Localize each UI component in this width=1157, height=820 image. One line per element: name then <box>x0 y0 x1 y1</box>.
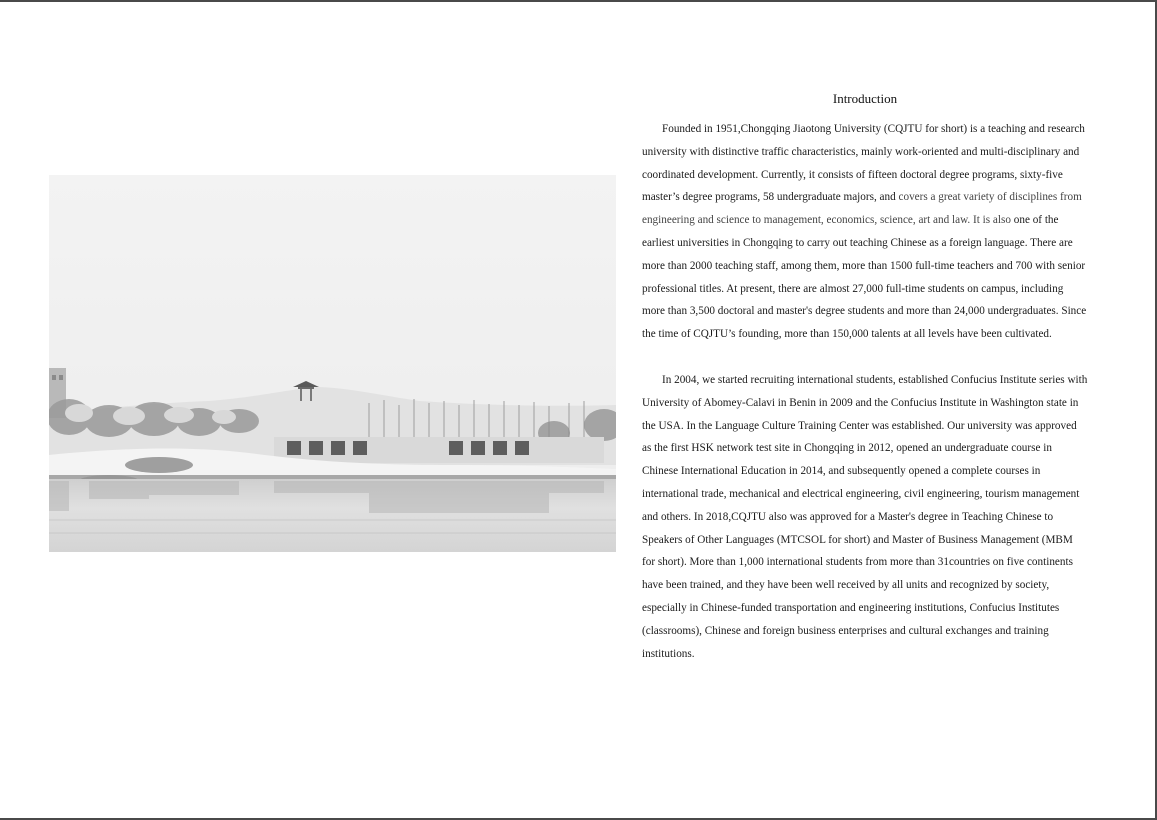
paragraph-founding-part3: one of the earliest universities in Chongqing to carry out teaching Chinese as a foreign language. There are more than 2000 teaching staff, among them, more than 1500 full-time teachers and 700 with senior professional titles. At present, there are almost 27,000 full-time students on campus, including more than 3,500 doctoral and master's degree students and more than 24,000 undergraduates. Since the time of CQJTU’s founding, more than 150,000 talents at all levels have been cultivated. <box>642 214 1087 341</box>
paragraph-founding <box>642 118 1088 346</box>
paragraph-founding-part1: Founded in 1951,Chongqing Jiaotong University (CQJTU for short) is a teaching and research university with distinctive traffic characteristics, mainly work-oriented and multi-disciplinary and coordinated development. Currently, it consists of fifteen doctoral degree programs, sixty-five master’s degree programs, 58 undergraduate majors, and <box>642 123 1085 204</box>
campus-lake-photo <box>49 175 616 552</box>
snowy-landscape-image <box>49 175 616 552</box>
paragraph-international: In 2004, we started recruiting international students, established Confucius Institute series with University of Abomey-Calavi in Benin in 2009 and the Confucius Institute in Washington state in the USA. In the Language Culture Training Center was established. Our university was approved as the first HSK network test site in Chongqing in 2012, opened an undergraduate course in Chinese International Education in 2014, and subsequently opened a complete courses in international trade, mechanical and electrical engineering, civil engineering, tourism management and others. In 2018,CQJTU also was approved for a Master's degree in Teaching Chinese to Speakers of Other Languages (MTCSOL for short) and Master of Business Management (MBM for short). More than 1,000 international students from more than 31countries on five continents have been trained, and they have been well received by all units and recognized by society, especially in Chinese-funded transportation and engineering institutions, Confucius Institutes (classrooms), Chinese and foreign business enterprises and cultural exchanges and training institutions. <box>642 373 1088 660</box>
page-title: Introduction <box>832 91 898 106</box>
paragraph-founding-part2: covers a great variety of disciplines from engineering and science to management, economics, science, art and law. It is also <box>642 191 1082 227</box>
introduction-section <box>642 90 1088 665</box>
